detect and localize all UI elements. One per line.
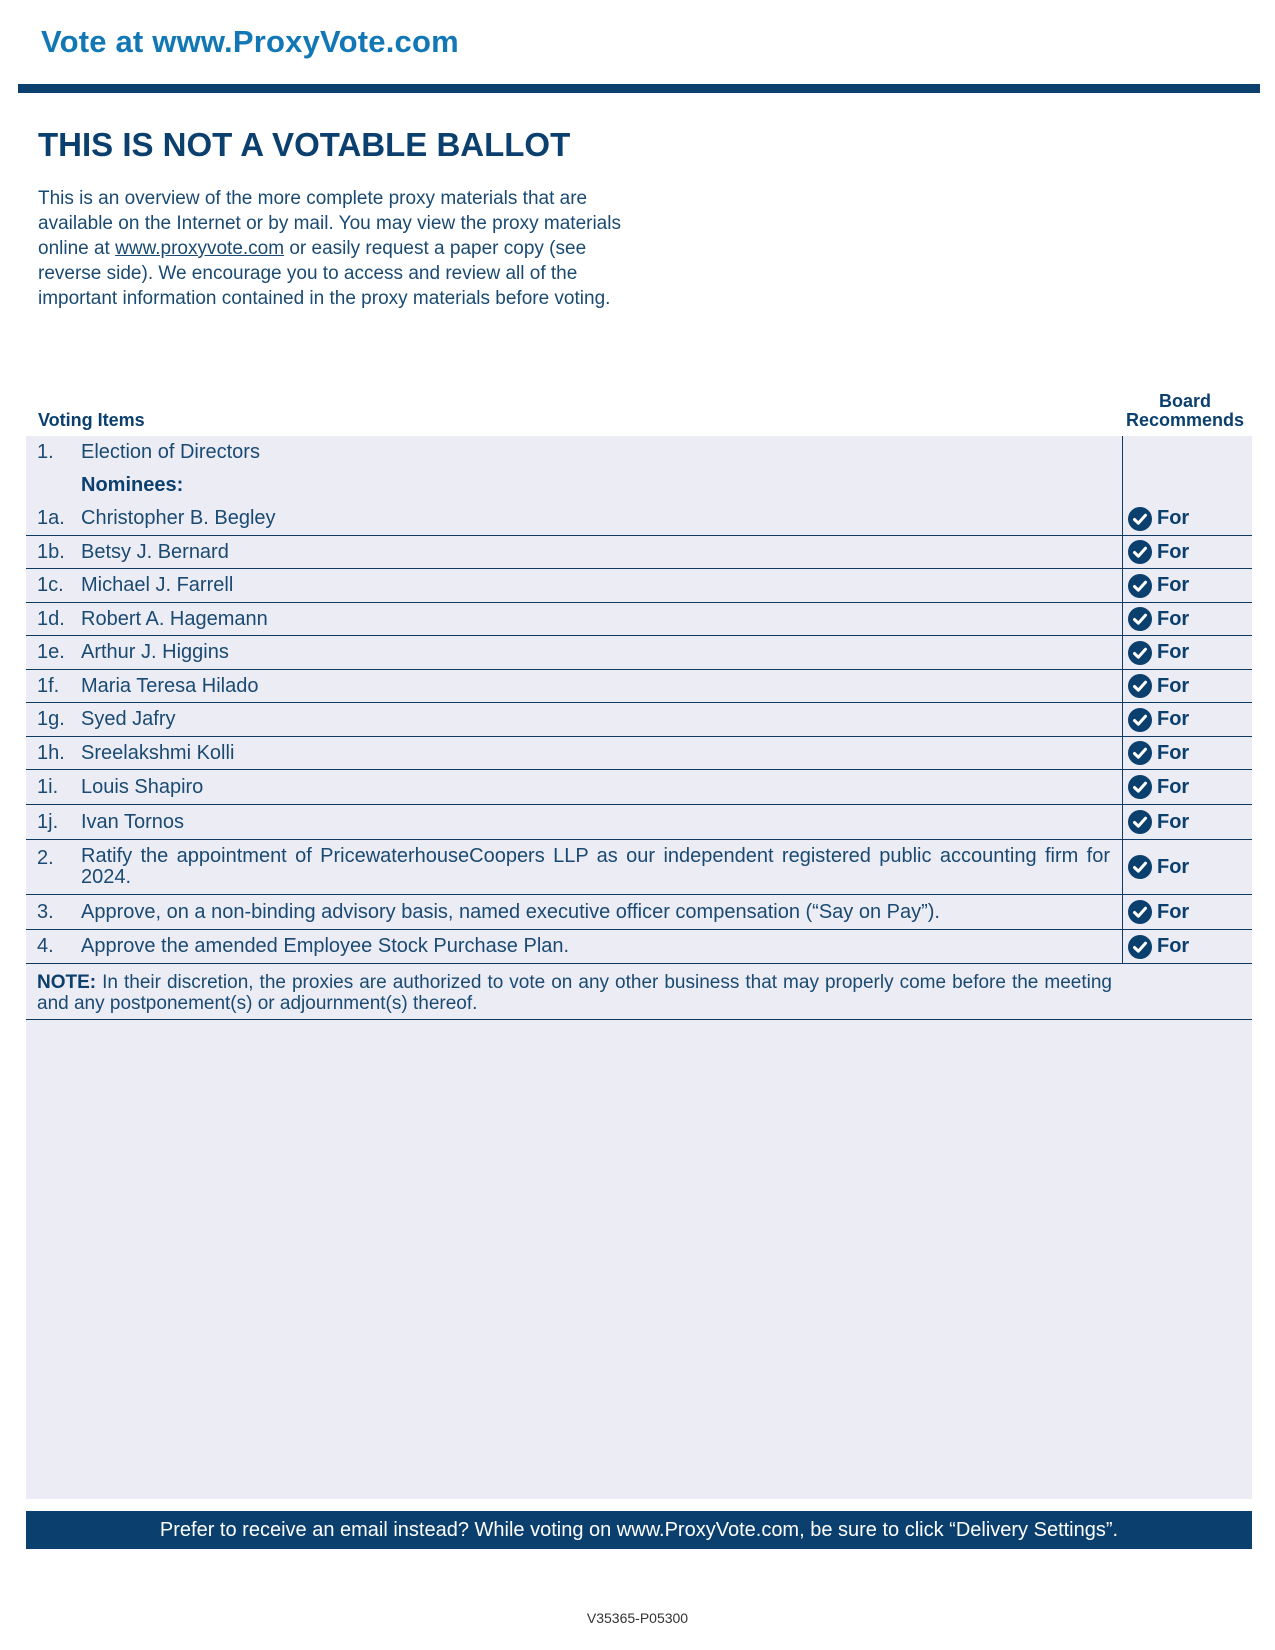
recommendation-cell-empty	[1122, 436, 1252, 469]
recommendation-label: For	[1157, 741, 1190, 764]
proposal-number: 2.	[37, 847, 54, 869]
proposal-number: 4.	[37, 935, 54, 957]
recommendation-cell	[1122, 569, 1252, 602]
nominee-row	[26, 536, 1252, 569]
check-circle-icon	[1128, 935, 1152, 959]
nominee-row	[26, 703, 1252, 737]
recommendation-cell	[1122, 670, 1252, 702]
recommendation-cell	[1122, 703, 1252, 736]
recommendation-label: For	[1157, 900, 1190, 923]
intro-text-start: This is an overview of the more complete proxy materials that are available on the Internet or by mail. You may view the proxy materials online at	[38, 188, 621, 259]
proposal-row	[26, 840, 1252, 895]
recommendation-cell	[1122, 840, 1252, 894]
nominee-name: Betsy J. Bernard	[81, 540, 229, 563]
check-circle-icon	[1128, 507, 1152, 531]
recommendation-label: For	[1157, 574, 1190, 596]
item-number: 1.	[37, 441, 54, 463]
item-text: Election of Directors	[81, 441, 260, 463]
voting-items-table	[26, 436, 1252, 1020]
nominee-row	[26, 502, 1252, 536]
check-circle-icon	[1128, 810, 1152, 834]
nominee-number: 1g.	[37, 708, 65, 730]
recommendation-label: For	[1157, 935, 1190, 957]
check-circle-icon	[1128, 674, 1152, 698]
proposal-text: Approve, on a non-binding advisory basis, named executive officer compensation (“Say on Pay”).	[81, 900, 940, 923]
proposal-rows	[26, 840, 1252, 964]
recommendation-cell	[1122, 636, 1252, 669]
nominee-number: 1e.	[37, 641, 65, 663]
nominee-row	[26, 770, 1252, 805]
nominee-name: Louis Shapiro	[81, 775, 204, 798]
nominee-name: Ivan Tornos	[81, 810, 185, 833]
board-header-line2: Recommends	[1125, 410, 1245, 430]
note-label: NOTE:	[37, 972, 97, 993]
nominee-row	[26, 805, 1252, 840]
recommendation-cell	[1122, 895, 1252, 929]
recommendation-label: For	[1157, 775, 1190, 798]
footer-banner: Prefer to receive an email instead? While voting on www.ProxyVote.com, be sure to click “Delivery Settings”.	[26, 1511, 1252, 1549]
recommendation-cell	[1122, 770, 1252, 804]
proposal-row	[26, 895, 1252, 930]
nominees-heading-row	[26, 469, 1252, 502]
nominee-row	[26, 569, 1252, 603]
nominee-number: 1a.	[37, 507, 65, 529]
recommendation-cell	[1122, 805, 1252, 839]
nominee-name: Christopher B. Begley	[81, 507, 276, 529]
recommendation-label: For	[1157, 540, 1190, 563]
check-circle-icon	[1128, 607, 1152, 631]
intro-paragraph	[38, 186, 628, 311]
nominee-number: 1c.	[37, 574, 64, 596]
nominee-number: 1i.	[37, 775, 59, 798]
check-circle-icon	[1128, 741, 1152, 765]
recommendation-label: For	[1157, 810, 1190, 833]
recommendation-label: For	[1157, 674, 1190, 697]
nominee-name: Robert A. Hagemann	[81, 607, 268, 630]
check-circle-icon	[1128, 708, 1152, 732]
nominee-row	[26, 737, 1252, 770]
nominee-name: Michael J. Farrell	[81, 574, 234, 596]
nominee-name: Maria Teresa Hilado	[81, 674, 259, 697]
proposal-text: Approve the amended Employee Stock Purchase Plan.	[81, 935, 570, 957]
note-paragraph	[26, 964, 1252, 1020]
nominee-number: 1f.	[37, 674, 60, 697]
item-row-election	[26, 436, 1252, 469]
nominee-number: 1j.	[37, 810, 59, 833]
recommendation-label: For	[1157, 607, 1190, 630]
check-circle-icon	[1128, 855, 1152, 879]
nominee-name: Sreelakshmi Kolli	[81, 741, 235, 764]
nominee-row	[26, 636, 1252, 670]
nominee-name: Arthur J. Higgins	[81, 641, 229, 663]
recommendation-cell	[1122, 536, 1252, 568]
recommendation-label: For	[1157, 507, 1190, 529]
nominees-label: Nominees:	[81, 474, 184, 496]
nominee-row	[26, 670, 1252, 703]
voting-items-header: Voting Items	[38, 410, 145, 430]
intro-text-end: or easily request a paper copy (see reverse side). We encourage you to access and review all of the important information contained in the proxy materials before voting.	[38, 238, 611, 309]
nominee-row	[26, 603, 1252, 636]
proxyvote-link[interactable]: www.proxyvote.com	[115, 238, 285, 259]
check-circle-icon	[1128, 540, 1152, 564]
voting-items-panel	[26, 436, 1252, 1499]
recommendation-cell	[1122, 930, 1252, 963]
recommendation-cell	[1122, 603, 1252, 635]
nominee-name: Syed Jafry	[81, 708, 176, 730]
nominee-number: 1h.	[37, 741, 65, 764]
recommendation-label: For	[1157, 641, 1190, 663]
recommendation-label: For	[1157, 708, 1190, 730]
proposal-number: 3.	[37, 900, 54, 923]
board-header-line1: Board	[1158, 391, 1211, 411]
header-divider	[18, 84, 1260, 93]
page-title: THIS IS NOT A VOTABLE BALLOT	[38, 126, 571, 163]
proposal-text: Ratify the appointment of PricewaterhouseCoopers LLP as our independent registered public accounting firm for 2024.	[81, 845, 1110, 888]
nominee-number: 1b.	[37, 540, 65, 563]
nominee-rows	[26, 502, 1252, 840]
document-code: V35365-P05300	[586, 1610, 689, 1626]
note-text: In their discretion, the proxies are authorized to vote on any other business that may properly come before the meeting and any postponement(s) or adjournment(s) thereof.	[37, 972, 1112, 1014]
proposal-row	[26, 930, 1252, 964]
check-circle-icon	[1128, 574, 1152, 598]
recommendation-label: For	[1157, 855, 1190, 878]
check-circle-icon	[1128, 900, 1152, 924]
recommendation-cell-empty	[1122, 469, 1252, 502]
nominee-number: 1d.	[37, 607, 65, 630]
board-recommends-header	[1120, 392, 1250, 430]
recommendation-cell	[1122, 502, 1252, 535]
check-circle-icon	[1128, 775, 1152, 799]
header-title: Vote at www.ProxyVote.com	[41, 24, 459, 59]
recommendation-cell	[1122, 737, 1252, 769]
check-circle-icon	[1128, 641, 1152, 665]
